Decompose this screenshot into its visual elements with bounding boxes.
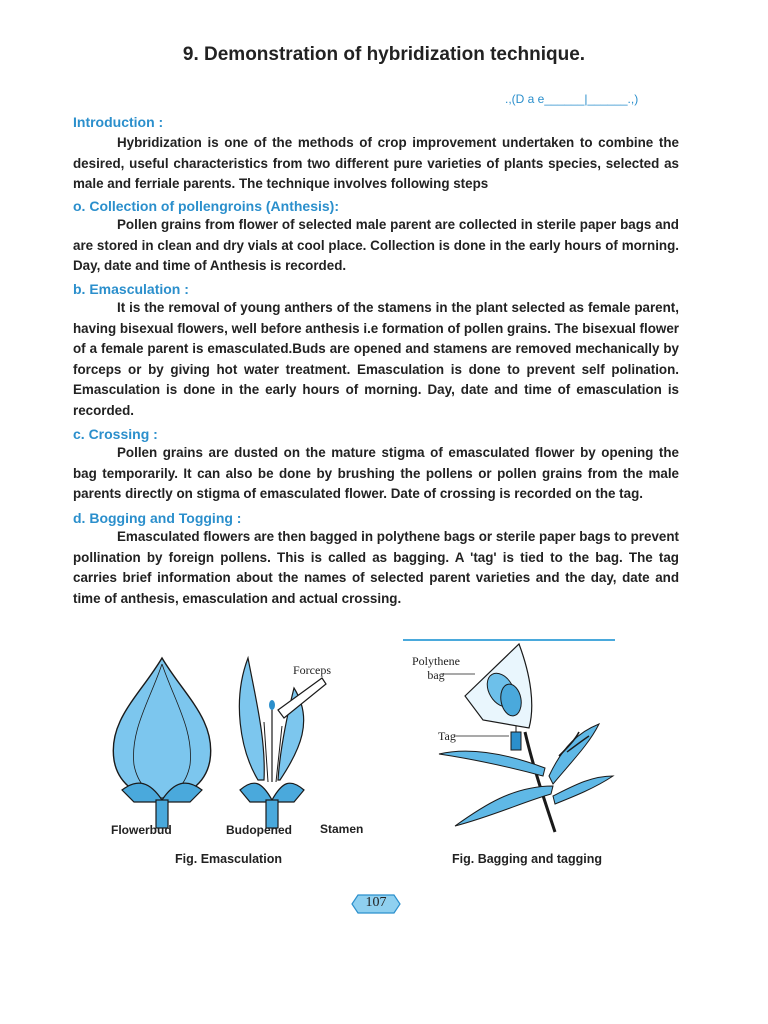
bag-drawing [465,644,532,750]
page-number: 107 [365,895,387,910]
section-text-body: It is the removal of young anthers of the stamens in the plant selected as female parent, having bisexual flowers, well before anthesis i.e formation of pollen grains. The bisexual flower of a female parent is emasculated.Buds are opened and stamens are removed mechanically by forceps or by giving hot water treatment. Emasculation is done to prevent self polination. Emasculation is done in the early hours of morning. Day, date and time of emasculation is recorded. [73,300,679,418]
budopened-drawing [239,658,326,828]
section-heading-emasculation: b. Emasculation : [73,281,189,297]
section-text-body: Pollen grains from flower of selected male parent are collected in sterile paper bags and are stored in clean and dry vials at cool place. Collection is done in the early hours of morning. Day, date and time of Anthesis is recorded. [73,217,679,273]
section-heading-crossing: c. Crossing : [73,426,158,442]
label-polythene-bag: Polythene bag [412,654,460,682]
section-heading-bagging: d. Bogging and Togging : [73,510,242,526]
label-stamen: Stamen [320,822,364,836]
page-title: 9. Demonstration of hybridization technique. [182,44,586,65]
section-text-body: Emasculated flowers are then bagged in polythene bags or sterile paper bags to prevent pollination by foreign pollens. This is called as bagging. A 'tag' is tied to the bag. The tag carries brief information about the names of selected parent varieties and the day, date and time of anthesis, emasculation and actual crossing. [73,529,679,606]
label-tag: Tag [438,729,456,743]
label-flowerbud: Flowerbud [111,823,172,837]
plant-drawing [439,724,613,832]
label-budopened: Budopened [226,823,292,837]
section-heading-introduction: Introduction : [73,114,164,130]
caption-emasculation: Fig. Emasculation [175,852,282,866]
label-forceps: Forceps [293,663,331,677]
caption-bagging: Fig. Bagging and tagging [452,852,602,866]
section-text-emasculation [73,298,679,421]
section-text-crossing [73,443,679,505]
date-line: .,(D a e______|______.,) [505,92,639,106]
section-text-introduction [73,133,679,195]
section-text-collection [73,215,679,277]
section-heading-collection: o. Collection of pollengroins (Anthesis): [73,198,339,214]
section-text-body: Pollen grains are dusted on the mature stigma of emasculated flower by opening the bag temporarily. It can also be done by brushing the pollens or pollen grains from the male parents directly on stigma of emasculated flower. Date of crossing is recorded on the tag. [73,445,679,501]
section-text-bagging [73,527,679,609]
section-text-body: Hybridization is one of the methods of crop improvement undertaken to combine the desired, useful characteristics from two different pure varieties of plants species, selected as male and ferriale parents. The technique involves following steps [73,135,679,191]
flowerbud-drawing [113,658,210,828]
